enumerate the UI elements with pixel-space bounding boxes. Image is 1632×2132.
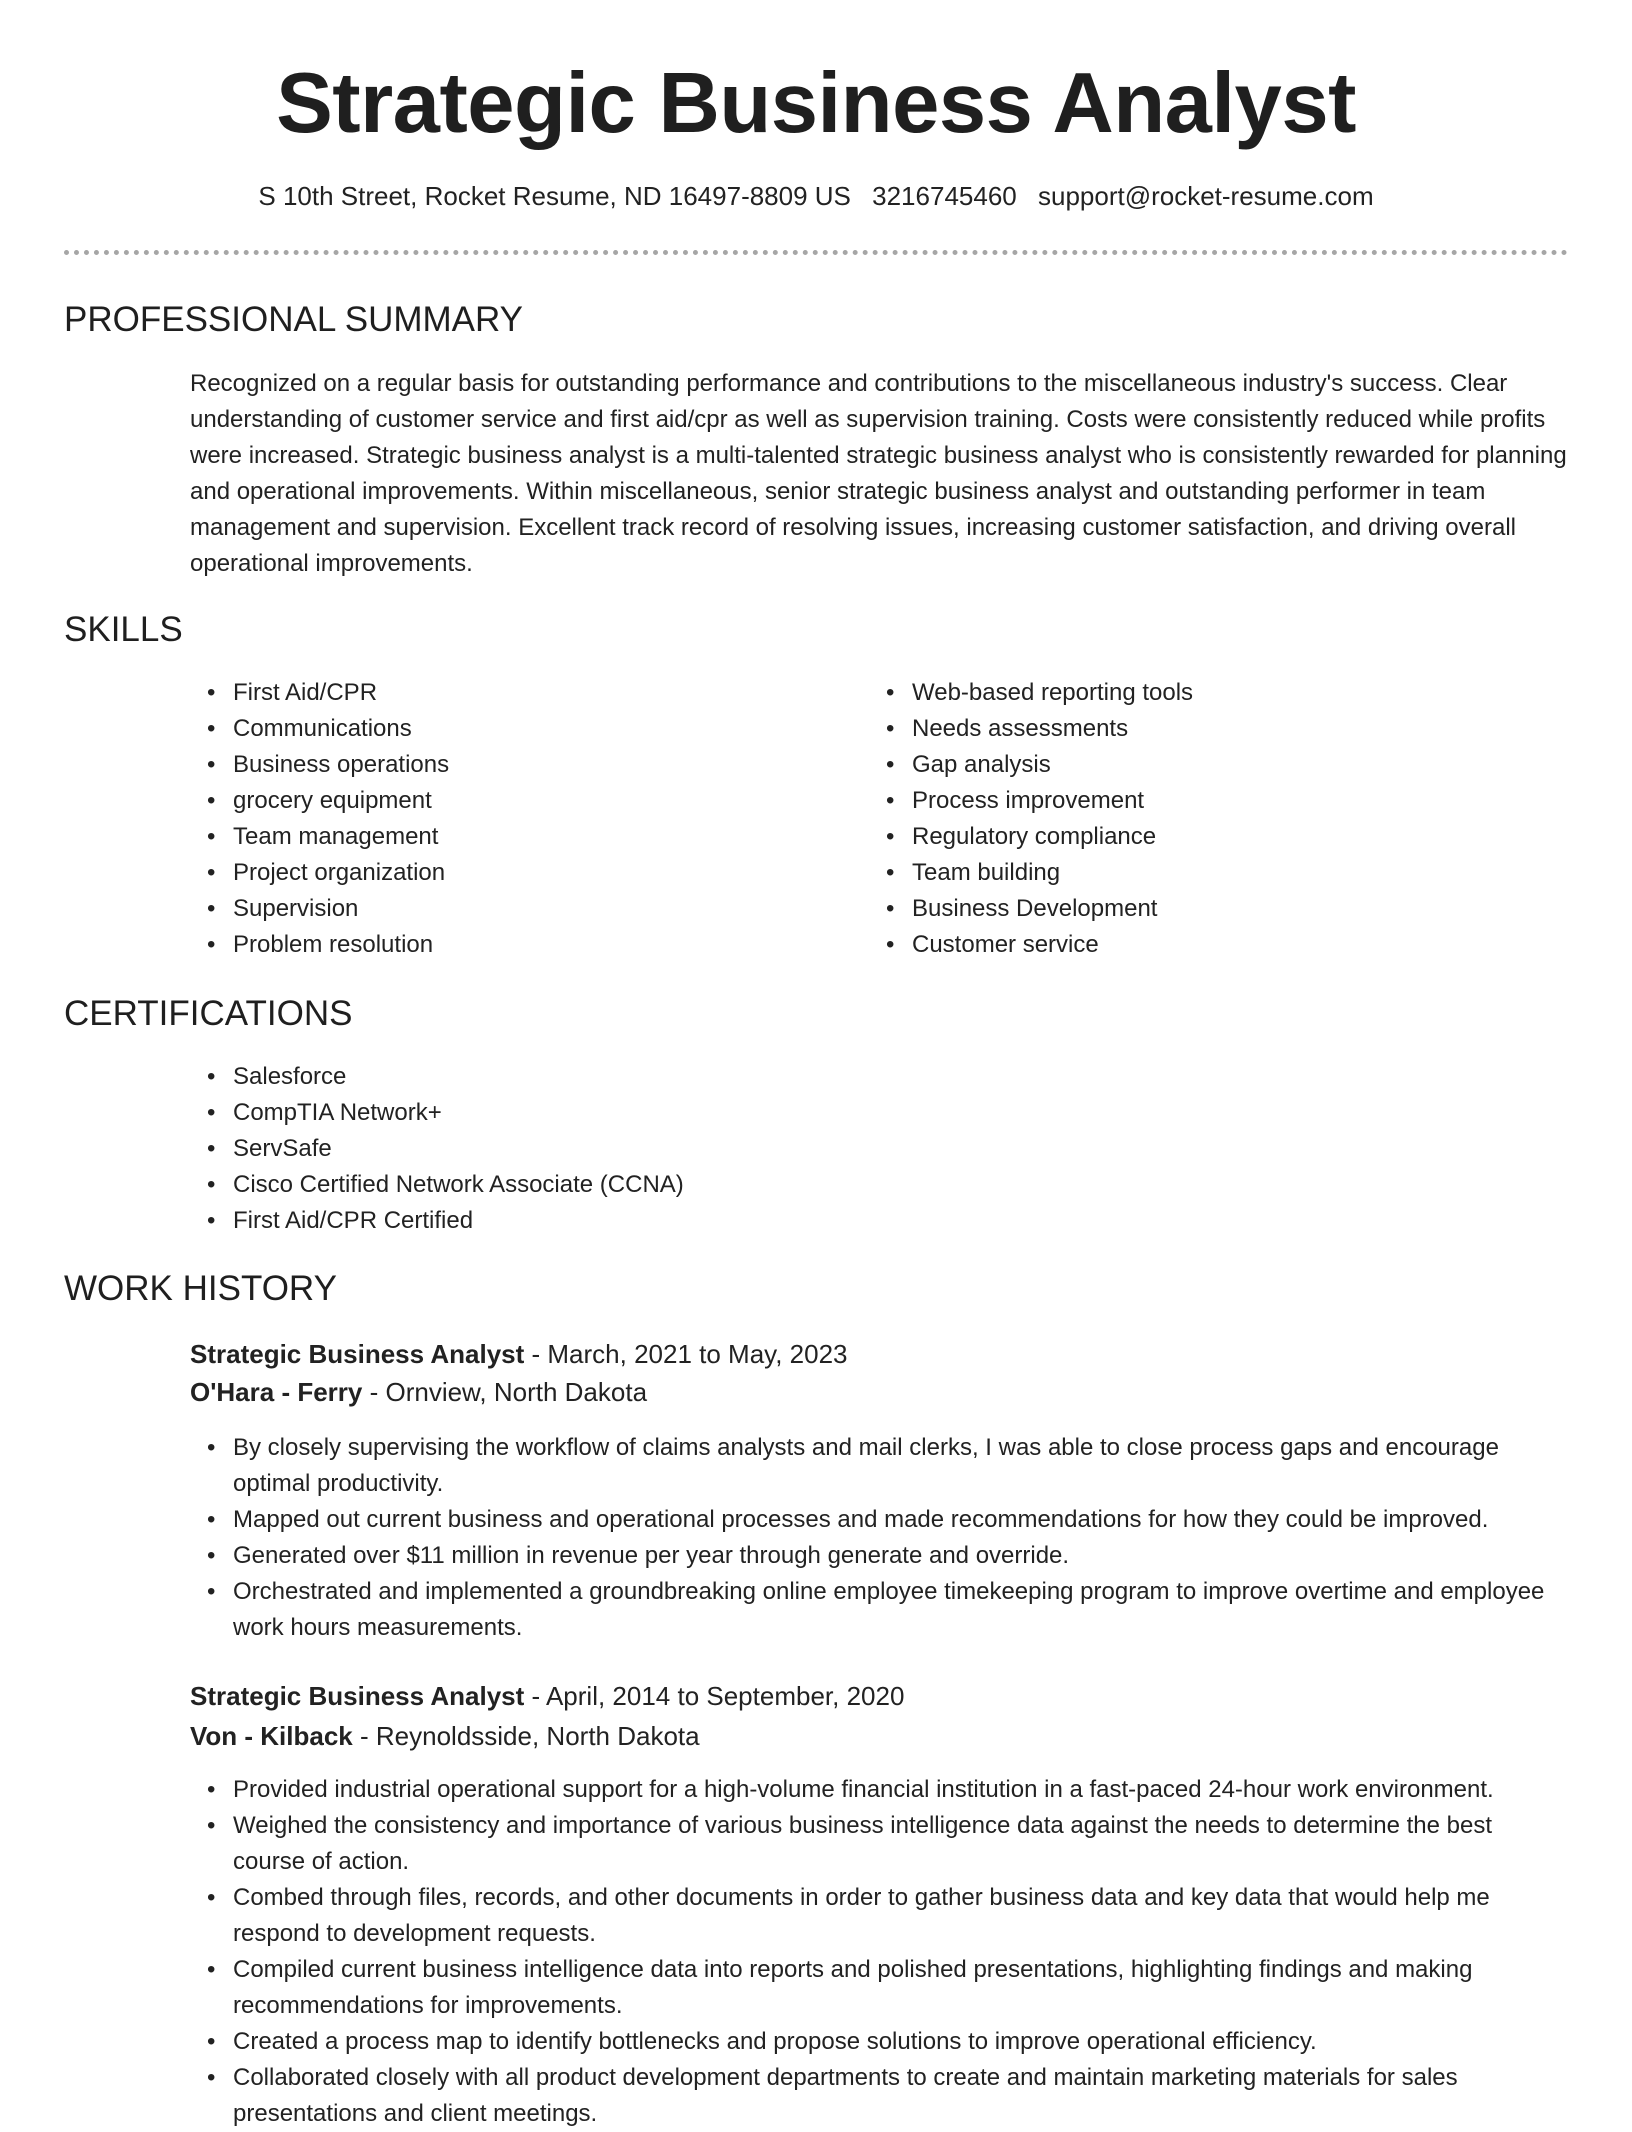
contact-line [64, 180, 1568, 212]
skill-item: • Process improvement [869, 783, 1509, 819]
job-dates: - March, 2021 to May, 2023 [524, 1339, 848, 1369]
job-2-title-line [190, 1678, 904, 1714]
job-bullet: • Created a process map to identify bottlenecks and propose solutions to improve operational efficiency. [190, 2024, 1570, 2060]
certification-item: • Cisco Certified Network Associate (CCNA) [190, 1167, 1570, 1203]
certifications-list [190, 1059, 1570, 1239]
company-name: Von - Kilback [190, 1721, 353, 1751]
skill-item: • Team management [190, 819, 830, 855]
job-bullet: • By closely supervising the workflow of claims analysts and mail clerks, I was able to close process gaps and encourage optimal productivity. [190, 1430, 1570, 1502]
skills-list-left [190, 675, 830, 963]
skill-item: • Gap analysis [869, 747, 1509, 783]
resume-header [64, 52, 1568, 212]
skill-item: • Web-based reporting tools [869, 675, 1509, 711]
phone-text: 3216745460 [872, 181, 1017, 211]
skill-item: • Project organization [190, 855, 830, 891]
summary-text: Recognized on a regular basis for outstanding performance and contributions to the miscellaneous industry's success. Clear understanding of customer service and first aid/cpr as well as supervision training. Costs were consistently reduced while profits were increased. Strategic business analyst is a multi-talented strategic business analyst who is consistently rewarded for planning and operational improvements. Within miscellaneous, senior strategic business analyst and outstanding performer in team management and supervision. Excellent track record of resolving issues, increasing customer satisfaction, and driving overall operational improvements. [190, 370, 1567, 577]
certification-item: • First Aid/CPR Certified [190, 1203, 1570, 1239]
skill-item: • Regulatory compliance [869, 819, 1509, 855]
certifications-heading: CERTIFICATIONS [64, 994, 353, 1033]
certification-item: • CompTIA Network+ [190, 1095, 1570, 1131]
job-2-bullets [190, 1772, 1570, 2132]
address-text: S 10th Street, Rocket Resume, ND 16497-8809 US [258, 181, 851, 211]
job-2-company-line [190, 1718, 700, 1754]
job-bullet: • Provided industrial operational support for a high-volume financial institution in a fast-paced 24-hour work environment. [190, 1772, 1570, 1808]
skill-item: • Team building [869, 855, 1509, 891]
job-bullet: • Generated over $11 million in revenue per year through generate and override. [190, 1538, 1570, 1574]
company-name: O'Hara - Ferry [190, 1377, 363, 1407]
certification-item: • ServSafe [190, 1131, 1570, 1167]
job-bullet: • Mapped out current business and operational processes and made recommendations for how they could be improved. [190, 1502, 1570, 1538]
job-title: Strategic Business Analyst [190, 1681, 525, 1711]
job-bullet: • Orchestrated and implemented a groundbreaking online employee timekeeping program to improve overtime and employee work hours measurements. [190, 1574, 1570, 1646]
email-link[interactable]: support@rocket-resume.com [1037, 181, 1374, 211]
skill-item: • Problem resolution [190, 927, 830, 963]
work-history-heading: WORK HISTORY [64, 1269, 337, 1308]
job-1-bullets [190, 1430, 1570, 1646]
job-title: Strategic Business Analyst [190, 1339, 525, 1369]
skill-item: • Communications [190, 711, 830, 747]
summary-heading: PROFESSIONAL SUMMARY [64, 300, 523, 339]
skill-item: • Business Development [869, 891, 1509, 927]
certification-item: • Salesforce [190, 1059, 1570, 1095]
job-bullet: • Collaborated closely with all product development departments to create and maintain marketing materials for sales presentations and client meetings. [190, 2060, 1570, 2132]
job-dates: - April, 2014 to September, 2020 [524, 1681, 905, 1711]
skill-item: • Customer service [869, 927, 1509, 963]
company-location: - Ornview, North Dakota [362, 1377, 648, 1407]
job-bullet: • Weighed the consistency and importance of various business intelligence data against the needs to determine the best course of action. [190, 1808, 1570, 1880]
skill-item: • grocery equipment [190, 783, 830, 819]
skill-item: • Needs assessments [869, 711, 1509, 747]
company-location: - Reynoldsside, North Dakota [352, 1721, 700, 1751]
skill-item: • Business operations [190, 747, 830, 783]
job-bullet: • Compiled current business intelligence data into reports and polished presentations, highlighting findings and making recommendations for improvements. [190, 1952, 1570, 2024]
job-1-title-line [190, 1336, 848, 1372]
skills-list-right [869, 675, 1509, 963]
job-1-company-line [190, 1374, 647, 1410]
skill-item: • First Aid/CPR [190, 675, 830, 711]
candidate-name: Strategic Business Analyst [276, 56, 1356, 151]
job-bullet: • Combed through files, records, and other documents in order to gather business data and key data that would help me respond to development requests. [190, 1880, 1570, 1952]
skills-heading: SKILLS [64, 610, 183, 649]
header-divider [64, 250, 1568, 255]
skill-item: • Supervision [190, 891, 830, 927]
